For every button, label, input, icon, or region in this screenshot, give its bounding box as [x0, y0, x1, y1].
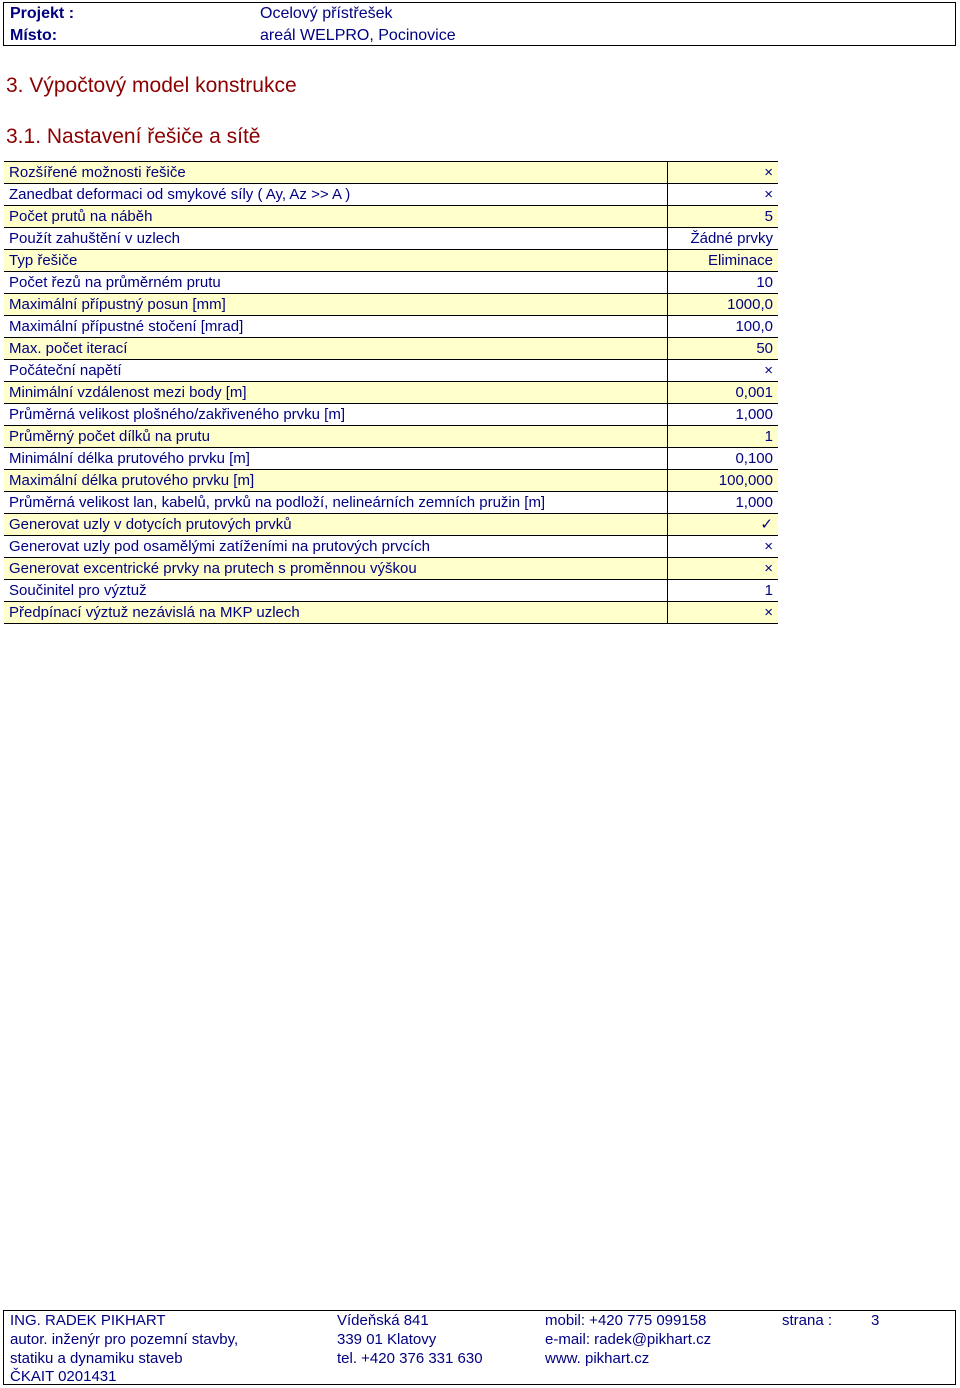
page-footer	[3, 1310, 956, 1385]
footer-street: Vídeňská 841	[337, 1312, 429, 1329]
param-value: 1	[668, 580, 779, 602]
page-label: strana :	[782, 1312, 833, 1329]
footer-city: 339 01 Klatovy	[337, 1331, 437, 1348]
table-row	[4, 360, 778, 382]
table-row	[4, 272, 778, 294]
table-row	[4, 448, 778, 470]
table-row	[4, 228, 778, 250]
param-name: Max. počet iterací	[4, 338, 668, 360]
param-name: Generovat uzly v dotycích prutových prvků	[4, 514, 668, 536]
param-name: Generovat uzly pod osamělými zatíženími na prutových prvcích	[4, 536, 668, 558]
param-name: Maximální přípustné stočení [mrad]	[4, 316, 668, 338]
param-name: Součinitel pro výztuž	[4, 580, 668, 602]
param-name: Minimální vzdálenost mezi body [m]	[4, 382, 668, 404]
table-row	[4, 470, 778, 492]
table-row	[4, 294, 778, 316]
param-value: ✓	[668, 514, 779, 536]
param-value: 0,100	[668, 448, 779, 470]
param-value: Žádné prvky	[668, 228, 779, 250]
param-name: Maximální přípustný posun [mm]	[4, 294, 668, 316]
param-value: 1,000	[668, 492, 779, 514]
table-row	[4, 602, 778, 624]
param-value: 1,000	[668, 404, 779, 426]
param-value: 100,0	[668, 316, 779, 338]
param-value: 0,001	[668, 382, 779, 404]
param-value: 100,000	[668, 470, 779, 492]
table-row	[4, 162, 778, 184]
param-name: Průměrný počet dílků na prutu	[4, 426, 668, 448]
param-value: ×	[668, 602, 779, 624]
param-name: Průměrná velikost lan, kabelů, prvků na podloží, nelineárních zemních pružin [m]	[4, 492, 668, 514]
param-value: ×	[668, 536, 779, 558]
table-row	[4, 514, 778, 536]
param-value: ×	[668, 162, 779, 184]
param-name: Počet prutů na náběh	[4, 206, 668, 228]
param-value: 1000,0	[668, 294, 779, 316]
project-value: Ocelový přístřešek	[260, 5, 393, 22]
section-title: 3. Výpočtový model konstrukce	[6, 74, 297, 97]
place-label: Místo:	[10, 27, 58, 44]
table-row	[4, 492, 778, 514]
table-row	[4, 382, 778, 404]
project-label: Projekt :	[10, 5, 75, 22]
param-value: Eliminace	[668, 250, 779, 272]
param-value: 50	[668, 338, 779, 360]
param-value: 10	[668, 272, 779, 294]
footer-role-2: statiku a dynamiku staveb	[10, 1350, 183, 1367]
footer-role-1: autor. inženýr pro pozemní stavby,	[10, 1331, 239, 1348]
table-row	[4, 426, 778, 448]
section-subtitle: 3.1. Nastavení řešiče a sítě	[6, 125, 261, 148]
param-value: ×	[668, 360, 779, 382]
table-row	[4, 558, 778, 580]
solver-settings-table	[4, 161, 778, 624]
param-value: 1	[668, 426, 779, 448]
param-name: Generovat excentrické prvky na prutech s proměnnou výškou	[4, 558, 668, 580]
param-name: Minimální délka prutového prvku [m]	[4, 448, 668, 470]
param-name: Typ řešiče	[4, 250, 668, 272]
param-name: Průměrná velikost plošného/zakřiveného prvku [m]	[4, 404, 668, 426]
param-name: Předpínací výztuž nezávislá na MKP uzlech	[4, 602, 668, 624]
param-name: Maximální délka prutového prvku [m]	[4, 470, 668, 492]
param-name: Zanedbat deformaci od smykové síly ( Ay, Az >> A )	[4, 184, 668, 206]
table-row	[4, 184, 778, 206]
footer-email: e-mail: radek@pikhart.cz	[545, 1331, 712, 1348]
table-row	[4, 206, 778, 228]
param-name: Rozšířené možnosti řešiče	[4, 162, 668, 184]
table-row	[4, 338, 778, 360]
param-name: Počáteční napětí	[4, 360, 668, 382]
param-value: ×	[668, 558, 779, 580]
table-row	[4, 536, 778, 558]
param-value: 5	[668, 206, 779, 228]
table-row	[4, 580, 778, 602]
page-number: 3	[871, 1312, 880, 1329]
footer-name: ING. RADEK PIKHART	[10, 1312, 166, 1329]
table-row	[4, 316, 778, 338]
table-row	[4, 250, 778, 272]
table-row	[4, 404, 778, 426]
param-value: ×	[668, 184, 779, 206]
footer-mobile: mobil: +420 775 099158	[545, 1312, 707, 1329]
project-header	[3, 2, 956, 46]
footer-ckait: ČKAIT 0201431	[10, 1368, 117, 1385]
param-name: Počet řezů na průměrném prutu	[4, 272, 668, 294]
place-value: areál WELPRO, Pocinovice	[260, 27, 456, 44]
param-name: Použít zahuštění v uzlech	[4, 228, 668, 250]
footer-web: www. pikhart.cz	[545, 1350, 650, 1367]
footer-phone: tel. +420 376 331 630	[337, 1350, 483, 1367]
